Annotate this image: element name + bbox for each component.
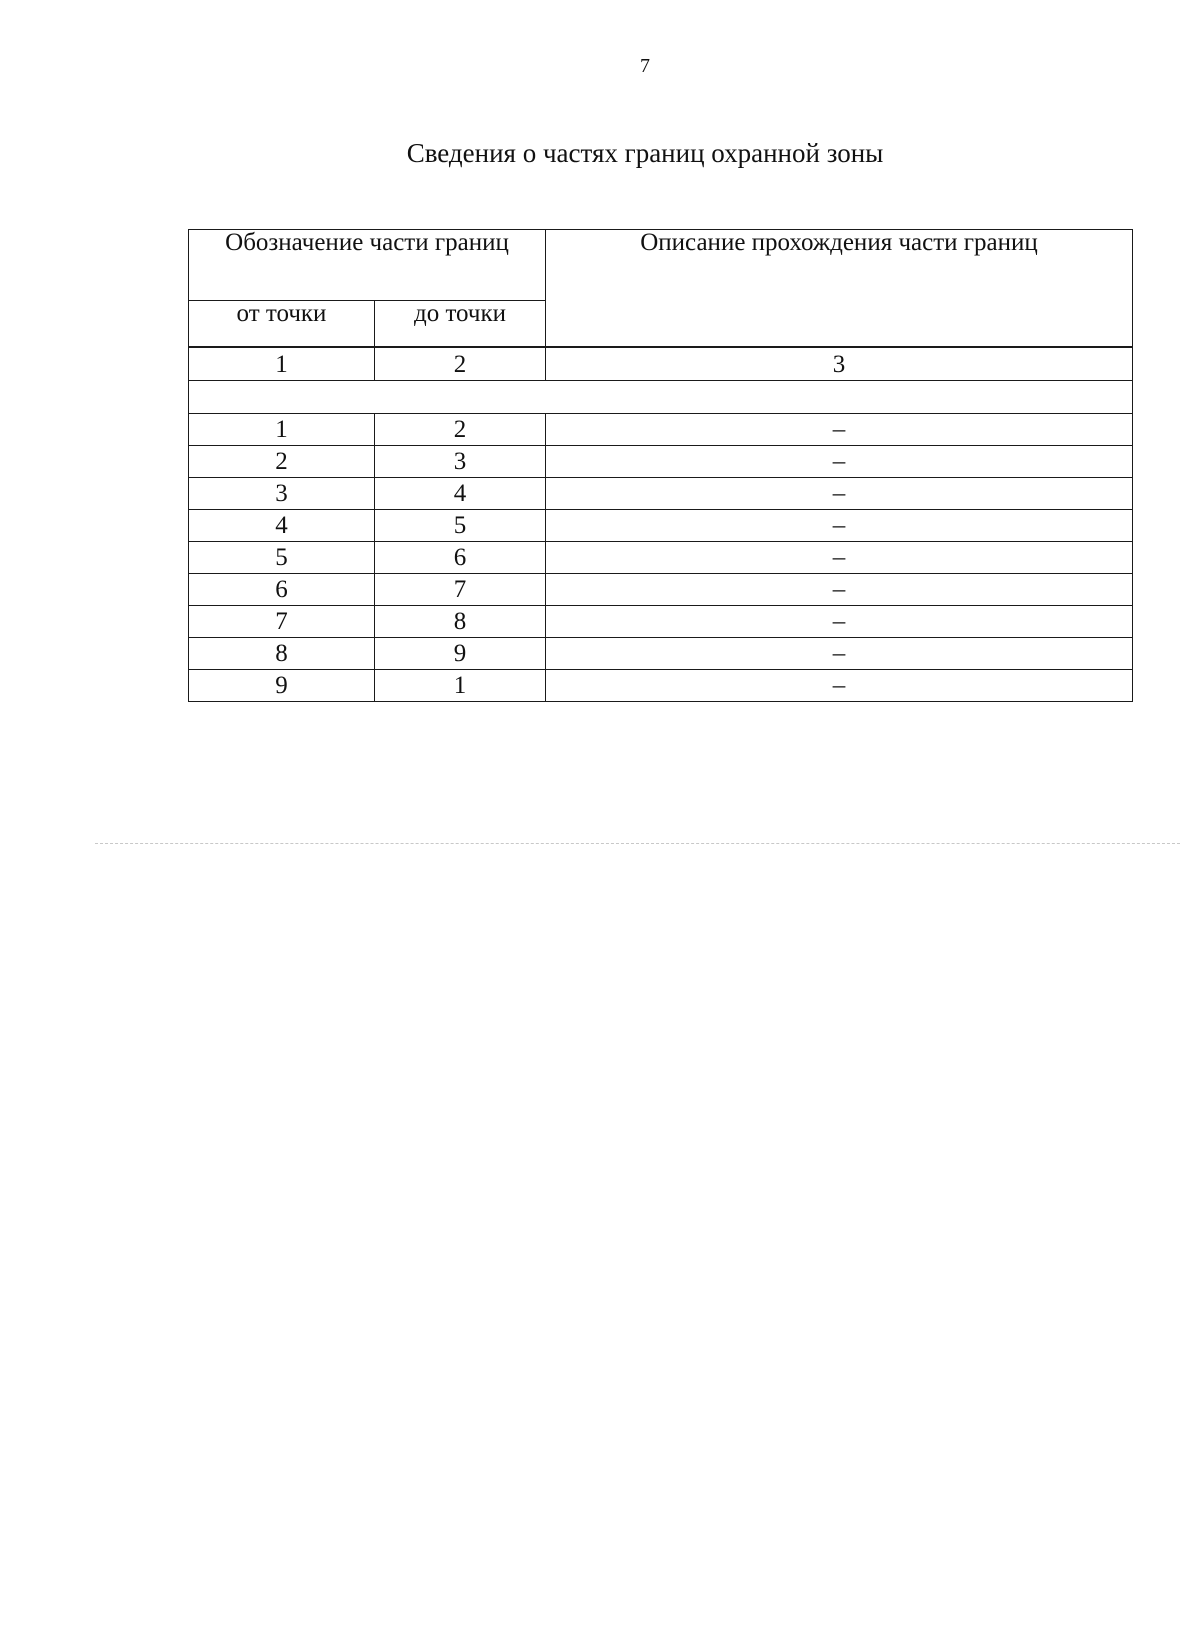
row-to-point: 9 bbox=[375, 638, 546, 670]
table-row bbox=[189, 574, 1133, 606]
row-to-point: 7 bbox=[375, 574, 546, 606]
header-boundary-part-designation: Обозначение части границ bbox=[189, 230, 546, 301]
table-row bbox=[189, 670, 1133, 702]
row-description: – bbox=[546, 542, 1133, 574]
header-to-point: до точки bbox=[375, 301, 546, 348]
row-to-point: 5 bbox=[375, 510, 546, 542]
row-to-point: 3 bbox=[375, 446, 546, 478]
row-to-point: 6 bbox=[375, 542, 546, 574]
row-from-point: 1 bbox=[189, 414, 375, 446]
row-description: – bbox=[546, 414, 1133, 446]
row-from-point: 6 bbox=[189, 574, 375, 606]
row-description: – bbox=[546, 670, 1133, 702]
column-number-2: 2 bbox=[375, 347, 546, 381]
header-from-point: от точки bbox=[189, 301, 375, 348]
document-title: Сведения о частях границ охранной зоны bbox=[406, 138, 884, 168]
row-description: – bbox=[546, 510, 1133, 542]
table-row bbox=[189, 414, 1133, 446]
scan-artifact-line bbox=[95, 843, 1180, 844]
table-header-row bbox=[189, 230, 1133, 301]
column-number-1: 1 bbox=[189, 347, 375, 381]
row-from-point: 3 bbox=[189, 478, 375, 510]
table-row bbox=[189, 542, 1133, 574]
row-from-point: 7 bbox=[189, 606, 375, 638]
row-to-point: 4 bbox=[375, 478, 546, 510]
table-row bbox=[189, 638, 1133, 670]
boundary-parts-table bbox=[188, 229, 1133, 702]
row-to-point: 2 bbox=[375, 414, 546, 446]
header-boundary-description: Описание прохождения части границ bbox=[546, 230, 1133, 348]
row-to-point: 8 bbox=[375, 606, 546, 638]
section-row bbox=[189, 381, 1133, 414]
row-description: – bbox=[546, 606, 1133, 638]
row-from-point: 2 bbox=[189, 446, 375, 478]
page-number: 7 bbox=[640, 55, 650, 77]
row-description: – bbox=[546, 574, 1133, 606]
section-label bbox=[189, 381, 1133, 414]
row-to-point: 1 bbox=[375, 670, 546, 702]
table-row bbox=[189, 446, 1133, 478]
row-description: – bbox=[546, 478, 1133, 510]
table-row bbox=[189, 606, 1133, 638]
column-number-row bbox=[189, 347, 1133, 381]
row-description: – bbox=[546, 638, 1133, 670]
table-row bbox=[189, 510, 1133, 542]
row-from-point: 8 bbox=[189, 638, 375, 670]
row-description: – bbox=[546, 446, 1133, 478]
table-row bbox=[189, 478, 1133, 510]
row-from-point: 5 bbox=[189, 542, 375, 574]
row-from-point: 4 bbox=[189, 510, 375, 542]
column-number-3: 3 bbox=[546, 347, 1133, 381]
row-from-point: 9 bbox=[189, 670, 375, 702]
